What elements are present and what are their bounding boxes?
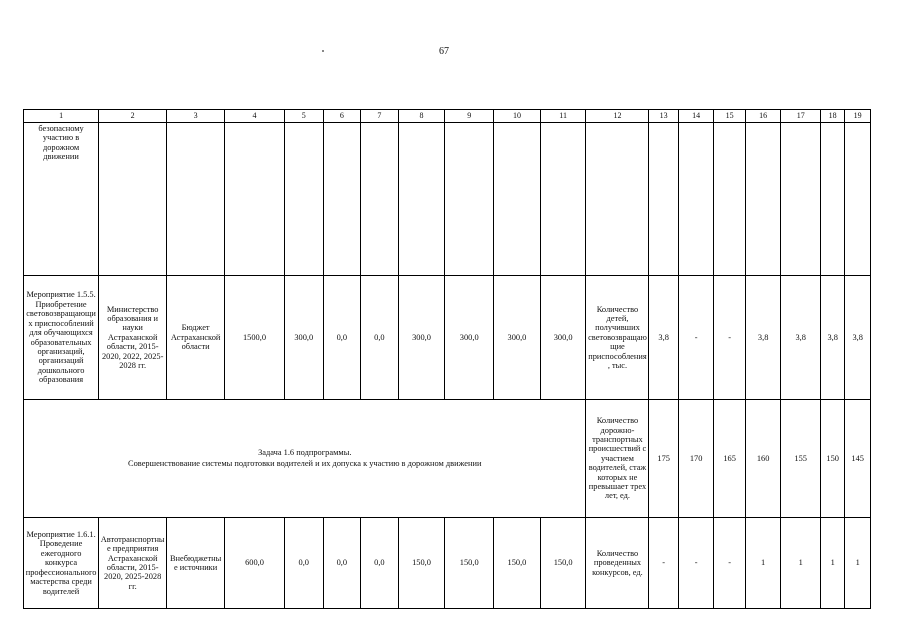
value-cell: 1500,0 bbox=[225, 276, 285, 400]
header-cell: 2 bbox=[99, 110, 167, 123]
value-cell: 300,0 bbox=[445, 276, 494, 400]
value-cell: 1 bbox=[845, 518, 871, 609]
empty-cell bbox=[445, 123, 494, 276]
header-cell: 17 bbox=[781, 110, 821, 123]
value-cell: 160 bbox=[745, 400, 781, 518]
task-title: Задача 1.6 подпрограммы. bbox=[258, 447, 352, 457]
value-cell: 150,0 bbox=[445, 518, 494, 609]
header-cell: 13 bbox=[649, 110, 678, 123]
value-cell: 1 bbox=[781, 518, 821, 609]
empty-cell bbox=[678, 123, 714, 276]
value-cell: 0,0 bbox=[323, 518, 361, 609]
empty-cell bbox=[99, 123, 167, 276]
header-cell: 9 bbox=[445, 110, 494, 123]
empty-cell bbox=[845, 123, 871, 276]
header-cell: 7 bbox=[361, 110, 399, 123]
value-cell: 300,0 bbox=[540, 276, 586, 400]
value-cell: 165 bbox=[714, 400, 745, 518]
empty-cell bbox=[745, 123, 781, 276]
empty-cell bbox=[167, 123, 225, 276]
value-cell: 150,0 bbox=[398, 518, 445, 609]
header-cell: 15 bbox=[714, 110, 745, 123]
value-cell: 0,0 bbox=[284, 518, 323, 609]
header-cell: 19 bbox=[845, 110, 871, 123]
task-subtitle: Совершенствование системы подготовки водителей и их допуска к участию в дорожном движении bbox=[128, 458, 482, 468]
value-cell: 3,8 bbox=[649, 276, 678, 400]
indicator-cell: Количество детей, получивших световозвращающие приспособления, тыс. bbox=[586, 276, 649, 400]
header-cell: 4 bbox=[225, 110, 285, 123]
empty-cell bbox=[714, 123, 745, 276]
page-number: 67 bbox=[439, 46, 449, 57]
header-cell: 5 bbox=[284, 110, 323, 123]
table-row bbox=[24, 518, 871, 609]
task-heading-cell bbox=[24, 400, 586, 518]
value-cell: 600,0 bbox=[225, 518, 285, 609]
header-cell: 8 bbox=[398, 110, 445, 123]
value-cell: 1 bbox=[745, 518, 781, 609]
empty-cell bbox=[398, 123, 445, 276]
indicator-cell: Количество проведенных конкурсов, ед. bbox=[586, 518, 649, 609]
value-cell: 3,8 bbox=[821, 276, 845, 400]
header-row bbox=[24, 110, 871, 123]
table-row bbox=[24, 276, 871, 400]
scan-speck bbox=[322, 50, 324, 52]
value-cell: - bbox=[678, 276, 714, 400]
value-cell: 175 bbox=[649, 400, 678, 518]
header-cell: 3 bbox=[167, 110, 225, 123]
budget-table bbox=[23, 109, 871, 609]
header-cell: 10 bbox=[494, 110, 541, 123]
value-cell: 300,0 bbox=[284, 276, 323, 400]
value-cell: - bbox=[714, 276, 745, 400]
value-cell: 0,0 bbox=[361, 518, 399, 609]
measure-cell: Мероприятие 1.6.1. Проведение ежегодного конкурса профессионального мастерства среди водителей bbox=[24, 518, 99, 609]
header-cell: 16 bbox=[745, 110, 781, 123]
header-cell: 14 bbox=[678, 110, 714, 123]
empty-cell bbox=[649, 123, 678, 276]
value-cell: 3,8 bbox=[745, 276, 781, 400]
value-cell: 170 bbox=[678, 400, 714, 518]
empty-cell bbox=[284, 123, 323, 276]
value-cell: 150,0 bbox=[494, 518, 541, 609]
value-cell: 1 bbox=[821, 518, 845, 609]
value-cell: - bbox=[678, 518, 714, 609]
measure-cell: безопасному участию в дорожном движении bbox=[24, 123, 99, 276]
value-cell: 145 bbox=[845, 400, 871, 518]
empty-cell bbox=[540, 123, 586, 276]
source-cell: Бюджет Астраханской области bbox=[167, 276, 225, 400]
indicator-cell: Количество дорожно-транспортных происшествий с участием водителей, стаж которых не превышает трех лет, ед. bbox=[586, 400, 649, 518]
empty-cell bbox=[586, 123, 649, 276]
value-cell: 0,0 bbox=[323, 276, 361, 400]
value-cell: 300,0 bbox=[494, 276, 541, 400]
header-cell: 12 bbox=[586, 110, 649, 123]
empty-cell bbox=[361, 123, 399, 276]
value-cell: - bbox=[649, 518, 678, 609]
table-row bbox=[24, 123, 871, 276]
value-cell: 150,0 bbox=[540, 518, 586, 609]
empty-cell bbox=[494, 123, 541, 276]
value-cell: 3,8 bbox=[781, 276, 821, 400]
empty-cell bbox=[781, 123, 821, 276]
header-cell: 18 bbox=[821, 110, 845, 123]
executor-cell: Министерство образования и науки Астраханской области, 2015-2020, 2022, 2025-2028 гг. bbox=[99, 276, 167, 400]
header-cell: 11 bbox=[540, 110, 586, 123]
empty-cell bbox=[323, 123, 361, 276]
executor-cell: Автотранспортные предприятия Астраханской области, 2015-2020, 2025-2028 гг. bbox=[99, 518, 167, 609]
table-row bbox=[24, 400, 871, 518]
measure-cell: Мероприятие 1.5.5. Приобретение световозвращающих приспособлений для обучающихся образовательных организаций, организаций дошкольного образования bbox=[24, 276, 99, 400]
value-cell: 3,8 bbox=[845, 276, 871, 400]
value-cell: 150 bbox=[821, 400, 845, 518]
value-cell: 155 bbox=[781, 400, 821, 518]
value-cell: - bbox=[714, 518, 745, 609]
empty-cell bbox=[225, 123, 285, 276]
value-cell: 0,0 bbox=[361, 276, 399, 400]
header-cell: 1 bbox=[24, 110, 99, 123]
header-cell: 6 bbox=[323, 110, 361, 123]
value-cell: 300,0 bbox=[398, 276, 445, 400]
source-cell: Внебюджетные источники bbox=[167, 518, 225, 609]
empty-cell bbox=[821, 123, 845, 276]
